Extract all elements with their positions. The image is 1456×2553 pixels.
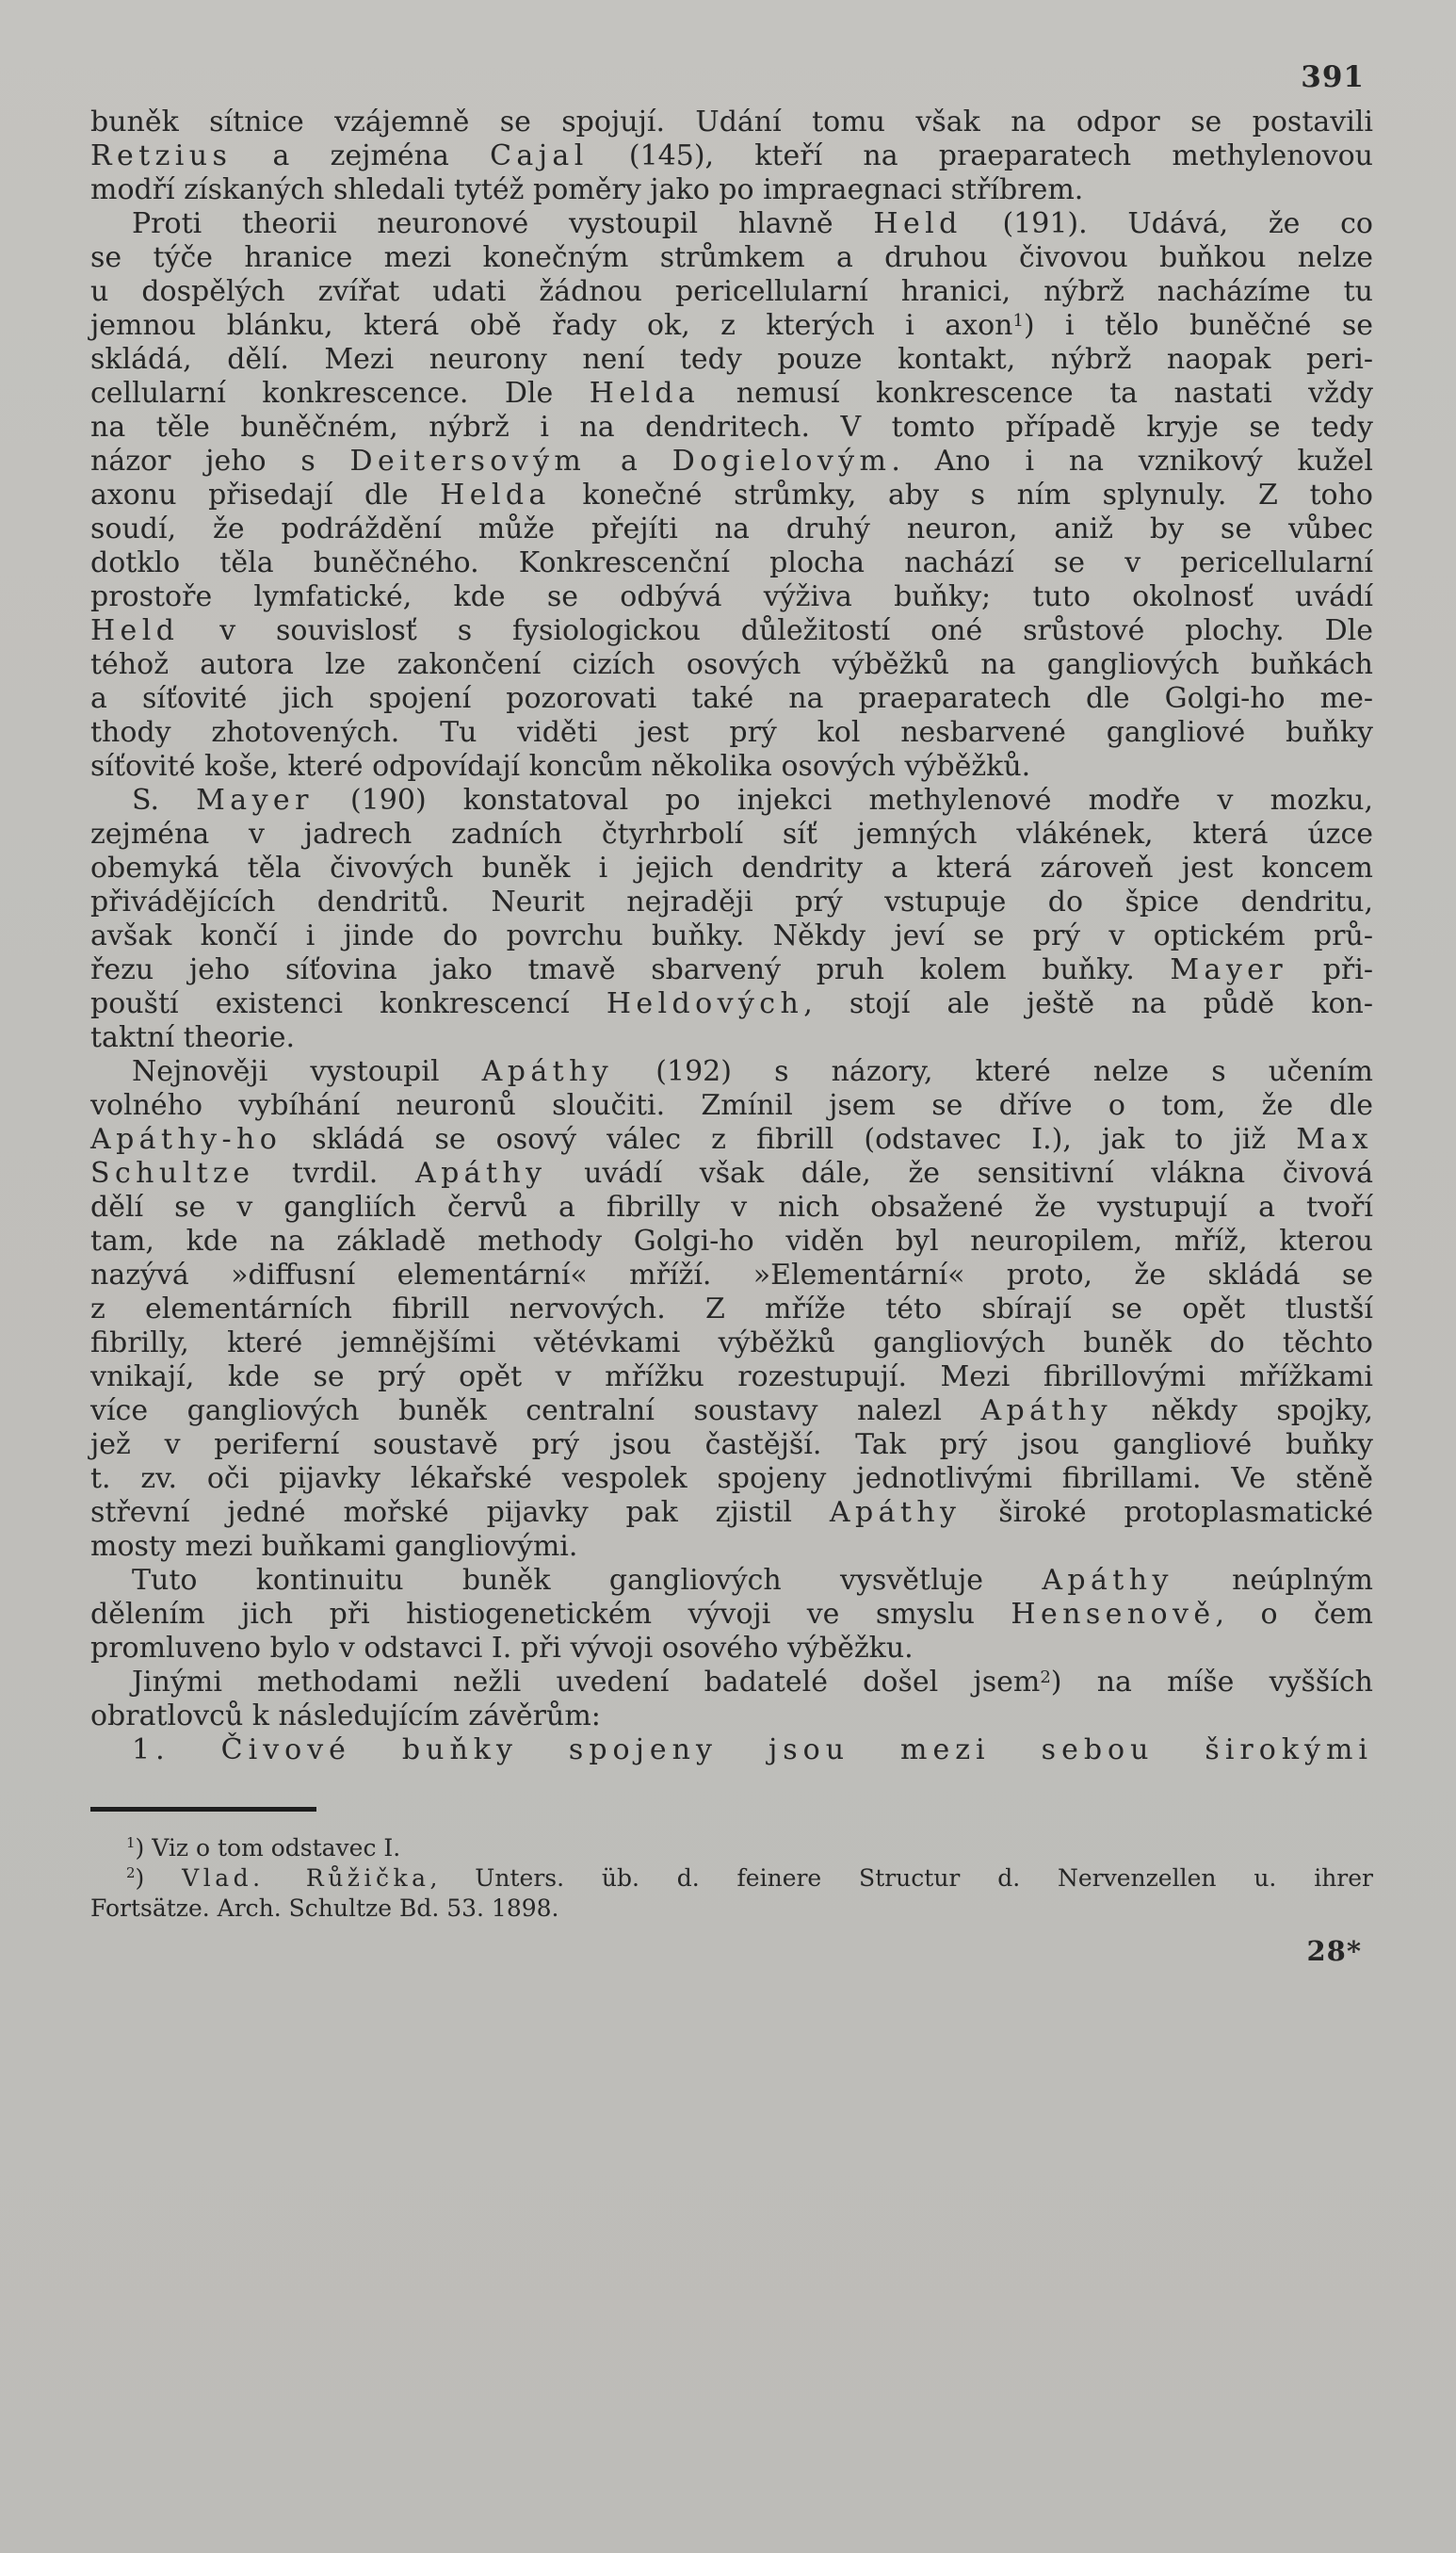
footnote-line xyxy=(90,1894,1373,1924)
text-segment: fibrilly, které jemnějšími větévkami výběžků gangliových buněk do těchto xyxy=(90,1326,1373,1359)
text-segment: a xyxy=(586,445,672,478)
body-text-line xyxy=(90,1326,1373,1360)
footnote-line xyxy=(90,1863,1373,1894)
footnote-ref: 1 xyxy=(1012,311,1024,331)
text-segment: (192) s názory, které nelze s učením xyxy=(613,1055,1373,1088)
text-segment: přivádějících dendritů. Neurit nejraději prý vstupuje do špice dendritu, xyxy=(90,886,1373,919)
text-segment: z elementárních fibrill nervových. Z mříže této sbírají se opět tlustší xyxy=(90,1293,1373,1325)
page-number: 391 xyxy=(1301,60,1365,94)
spaced-emphasis: Helda xyxy=(589,377,701,410)
text-segment: při- xyxy=(1287,953,1374,986)
signature-mark: 28* xyxy=(1306,1935,1362,1967)
text-segment: ) Viz o tom odstavec I. xyxy=(135,1834,401,1862)
text-segment: nemusí konkrescence ta nastati vždy xyxy=(700,377,1373,410)
text-segment: více gangliových buněk centralní soustavy nalezl xyxy=(90,1394,981,1427)
body-text-line xyxy=(90,1530,1373,1564)
spaced-emphasis: Apáthy-ho xyxy=(90,1123,283,1156)
text-segment: střevní jedné mořské pijavky pak zjistil xyxy=(90,1496,830,1529)
body-text-line xyxy=(90,241,1373,275)
footnote-ref: 1 xyxy=(126,1834,136,1851)
text-segment: obratlovců k následujícím závěrům: xyxy=(90,1699,601,1732)
body-text-line xyxy=(90,1733,1373,1767)
spaced-emphasis: Max xyxy=(1296,1123,1373,1156)
text-segment: ) xyxy=(135,1864,183,1892)
text-segment: cellularní konkrescence. Dle xyxy=(90,377,590,410)
body-text-line xyxy=(90,1360,1373,1394)
body-text-line xyxy=(90,377,1373,411)
text-segment: skládá, dělí. Mezi neurony není tedy pouze kontakt, nýbrž naopak peri- xyxy=(90,343,1373,376)
text-segment: Proti theorii neuronové vystoupil hlavně xyxy=(132,207,874,240)
text-segment: dělí se v gangliích červů a fibrilly v nich obsažené že vystupují a tvoří xyxy=(90,1191,1373,1224)
body-text-line xyxy=(90,1632,1373,1666)
text-segment: Tuto kontinuitu buněk gangliových vysvětluje xyxy=(132,1564,1043,1597)
spaced-emphasis: Cajal xyxy=(490,139,589,172)
text-segment: (190) konstatoval po injekci methylenové modře v mozku, xyxy=(313,784,1373,817)
text-segment: buněk sítnice vzájemně se spojují. Udání tomu však na odpor se postavili xyxy=(90,106,1373,138)
body-text-line xyxy=(90,1225,1373,1259)
body-text-line xyxy=(90,580,1373,614)
body-text-line xyxy=(90,1021,1373,1055)
text-segment: jež v periferní soustavě prý jsou častější. Tak prý jsou gangliové buňky xyxy=(90,1428,1373,1461)
text-segment: síťovité koše, které odpovídají koncům několika osových výběžků. xyxy=(90,750,1031,783)
text-segment: nazývá »diffusní elementární« mříží. »Elementární« proto, že skládá se xyxy=(90,1259,1373,1292)
text-segment: Jinými methodami nežli uvedení badatelé došel jsem xyxy=(132,1666,1041,1699)
body-text-line xyxy=(90,512,1373,546)
spaced-emphasis: Retzius xyxy=(90,139,233,172)
body-text-block xyxy=(90,106,1373,1767)
body-text-line xyxy=(90,1699,1373,1733)
text-segment: mosty mezi buňkami gangliovými. xyxy=(90,1530,578,1563)
spaced-emphasis: Hensenově xyxy=(1011,1598,1216,1631)
text-segment: (145), kteří na praeparatech methylenovou xyxy=(588,139,1373,172)
text-segment: konečné strůmky, aby s ním splynuly. Z toho xyxy=(550,479,1373,512)
spaced-emphasis: Helda xyxy=(440,479,551,512)
body-text-line xyxy=(90,1293,1373,1326)
body-text-line xyxy=(90,784,1373,818)
text-segment: skládá se osový válec z fibrill (odstavec I.), jak to již xyxy=(282,1123,1297,1156)
body-text-line xyxy=(90,1598,1373,1632)
spaced-emphasis: Heldových xyxy=(606,987,804,1020)
text-segment: téhož autora lze zakončení cizích osových výběžků na gangliových buňkách xyxy=(90,648,1373,681)
text-segment: názor jeho s xyxy=(90,445,350,478)
text-segment: u dospělých zvířat udati žádnou pericellularní hranici, nýbrž nacházíme tu xyxy=(90,275,1373,308)
text-segment: 1. Čivové buňky spojeny jsou mezi sebou širokými xyxy=(132,1733,1373,1766)
text-segment: tvrdil. xyxy=(254,1157,415,1190)
text-segment: vnikají, kde se prý opět v mřížku rozestupují. Mezi fibrillovými mřížkami xyxy=(90,1360,1373,1393)
spaced-emphasis: Apáthy xyxy=(980,1394,1112,1427)
text-segment: uvádí však dále, že sensitivní vlákna čivová xyxy=(546,1157,1373,1190)
body-text-line xyxy=(90,343,1373,377)
spaced-emphasis: Schultze xyxy=(90,1157,255,1190)
body-text-line xyxy=(90,1157,1373,1191)
spaced-emphasis: Dogielovým xyxy=(671,445,892,478)
text-segment: soudí, že podráždění může přejíti na druhý neuron, aniž by se vůbec xyxy=(90,512,1373,545)
body-text-line xyxy=(90,1428,1373,1462)
text-segment: tam, kde na základě methody Golgi-ho viděn byl neuropilem, mříž, kterou xyxy=(90,1225,1373,1258)
body-text-line xyxy=(90,818,1373,852)
text-segment: taktní theorie. xyxy=(90,1021,296,1054)
text-segment: , o čem xyxy=(1215,1598,1373,1631)
text-segment: ) i tělo buněčné se xyxy=(1023,309,1373,342)
footnotes-block xyxy=(90,1833,1373,1924)
spaced-emphasis: Held xyxy=(90,614,180,647)
body-text-line xyxy=(90,1666,1373,1699)
text-segment: thody zhotovených. Tu viděti jest prý kol nesbarvené gangliové buňky xyxy=(90,716,1373,749)
body-text-line xyxy=(90,953,1373,987)
text-segment: jemnou blánku, která obě řady ok, z kterých i axon xyxy=(90,309,1013,342)
text-segment: pouští existenci konkrescencí xyxy=(90,987,607,1020)
text-segment: prostoře lymfatické, kde se odbývá výživa buňky; tuto okolnosť uvádí xyxy=(90,580,1373,613)
footnote-ref: 2 xyxy=(126,1864,136,1881)
spaced-emphasis: Mayer xyxy=(1170,953,1288,986)
footnote-line xyxy=(90,1833,1373,1863)
text-segment: (191). Udává, že co xyxy=(962,207,1373,240)
body-text-line xyxy=(90,546,1373,580)
body-text-line xyxy=(90,106,1373,139)
text-segment: modří získaných shledali tytéž poměry jako po impraegnaci stříbrem. xyxy=(90,173,1084,206)
text-segment: dělením jich při histiogenetickém vývoji ve smyslu xyxy=(90,1598,1011,1631)
body-text-line xyxy=(90,852,1373,886)
spaced-emphasis: Held xyxy=(873,207,963,240)
spaced-emphasis: Mayer xyxy=(196,784,314,817)
footnote-ref: 2 xyxy=(1040,1667,1051,1687)
body-text-line xyxy=(90,1055,1373,1089)
text-segment: a síťovité jich spojení pozorovati také na praeparatech dle Golgi-ho me- xyxy=(90,682,1373,715)
text-segment: v souvislosť s fysiologickou důležitostí oné srůstové plochy. Dle xyxy=(179,614,1373,647)
body-text-line xyxy=(90,1259,1373,1293)
body-text-line xyxy=(90,716,1373,750)
spaced-emphasis: Apáthy xyxy=(1042,1564,1173,1597)
spaced-emphasis: Deitersovým xyxy=(349,445,587,478)
body-text-line xyxy=(90,207,1373,241)
text-segment: S. xyxy=(132,784,197,817)
spaced-emphasis: Apáthy xyxy=(415,1157,547,1190)
body-text-line xyxy=(90,750,1373,784)
text-segment: neúplným xyxy=(1173,1564,1373,1597)
body-text-line xyxy=(90,919,1373,953)
body-text-line xyxy=(90,1123,1373,1157)
body-text-line xyxy=(90,1462,1373,1496)
text-segment: se týče hranice mezi konečným strůmkem a druhou čivovou buňkou nelze xyxy=(90,241,1373,274)
text-segment: avšak končí i jinde do povrchu buňky. Někdy jeví se prý v optickém prů- xyxy=(90,919,1373,952)
body-text-line xyxy=(90,411,1373,445)
body-text-line xyxy=(90,682,1373,716)
text-segment: řezu jeho síťovina jako tmavě sbarvený pruh kolem buňky. xyxy=(90,953,1171,986)
text-segment: obemyká těla čivových buněk i jejich dendrity a která zároveň jest koncem xyxy=(90,852,1373,885)
body-text-line xyxy=(90,987,1373,1021)
footnote-divider xyxy=(90,1807,316,1812)
body-text-line xyxy=(90,479,1373,512)
text-segment: někdy spojky, xyxy=(1111,1394,1373,1427)
body-text-line xyxy=(90,648,1373,682)
body-text-line xyxy=(90,1394,1373,1428)
body-text-line xyxy=(90,886,1373,919)
body-text-line xyxy=(90,173,1373,207)
text-segment: , stojí ale ještě na půdě kon- xyxy=(803,987,1374,1020)
body-text-line xyxy=(90,309,1373,343)
body-text-line xyxy=(90,445,1373,479)
spaced-emphasis: Apáthy xyxy=(829,1496,962,1529)
text-segment: , Unters. üb. d. feinere Structur d. Nervenzellen u. ihrer xyxy=(429,1864,1373,1892)
body-text-line xyxy=(90,1496,1373,1530)
body-text-line xyxy=(90,275,1373,309)
text-segment: volného vybíhání neuronů sloučiti. Zmínil jsem se dříve o tom, že dle xyxy=(90,1089,1373,1122)
text-segment: dotklo těla buněčného. Konkrescenční plocha nachází se v pericellularní xyxy=(90,546,1373,579)
text-segment: promluveno bylo v odstavci I. při vývoji osového výběžku. xyxy=(90,1632,914,1665)
text-segment: Fortsätze. Arch. Schultze Bd. 53. 1898. xyxy=(90,1894,559,1922)
text-segment: široké protoplasmatické xyxy=(961,1496,1374,1529)
body-text-line xyxy=(90,1564,1373,1598)
text-segment: zejména v jadrech zadních čtyrhrbolí síť jemných vlákének, která úzce xyxy=(90,818,1373,851)
text-segment: na těle buněčném, nýbrž i na dendritech. V tomto případě kryje se tedy xyxy=(90,411,1373,444)
body-text-line xyxy=(90,1191,1373,1225)
text-segment: a zejména xyxy=(232,139,491,172)
text-segment: t. zv. oči pijavky lékařské vespolek spojeny jednotlivými fibrillami. Ve stěně xyxy=(90,1462,1373,1495)
text-segment: ) na míše vyšších xyxy=(1050,1666,1373,1699)
body-text-line xyxy=(90,139,1373,173)
body-text-line xyxy=(90,1089,1373,1123)
text-segment: . Ano i na vznikový kužel xyxy=(891,445,1374,478)
spaced-emphasis: Apáthy xyxy=(481,1055,614,1088)
spaced-emphasis: Vlad. Růžička xyxy=(182,1864,430,1892)
text-segment: axonu přisedají dle xyxy=(90,479,441,512)
body-text-line xyxy=(90,614,1373,648)
text-segment: Nejnověji vystoupil xyxy=(132,1055,482,1088)
